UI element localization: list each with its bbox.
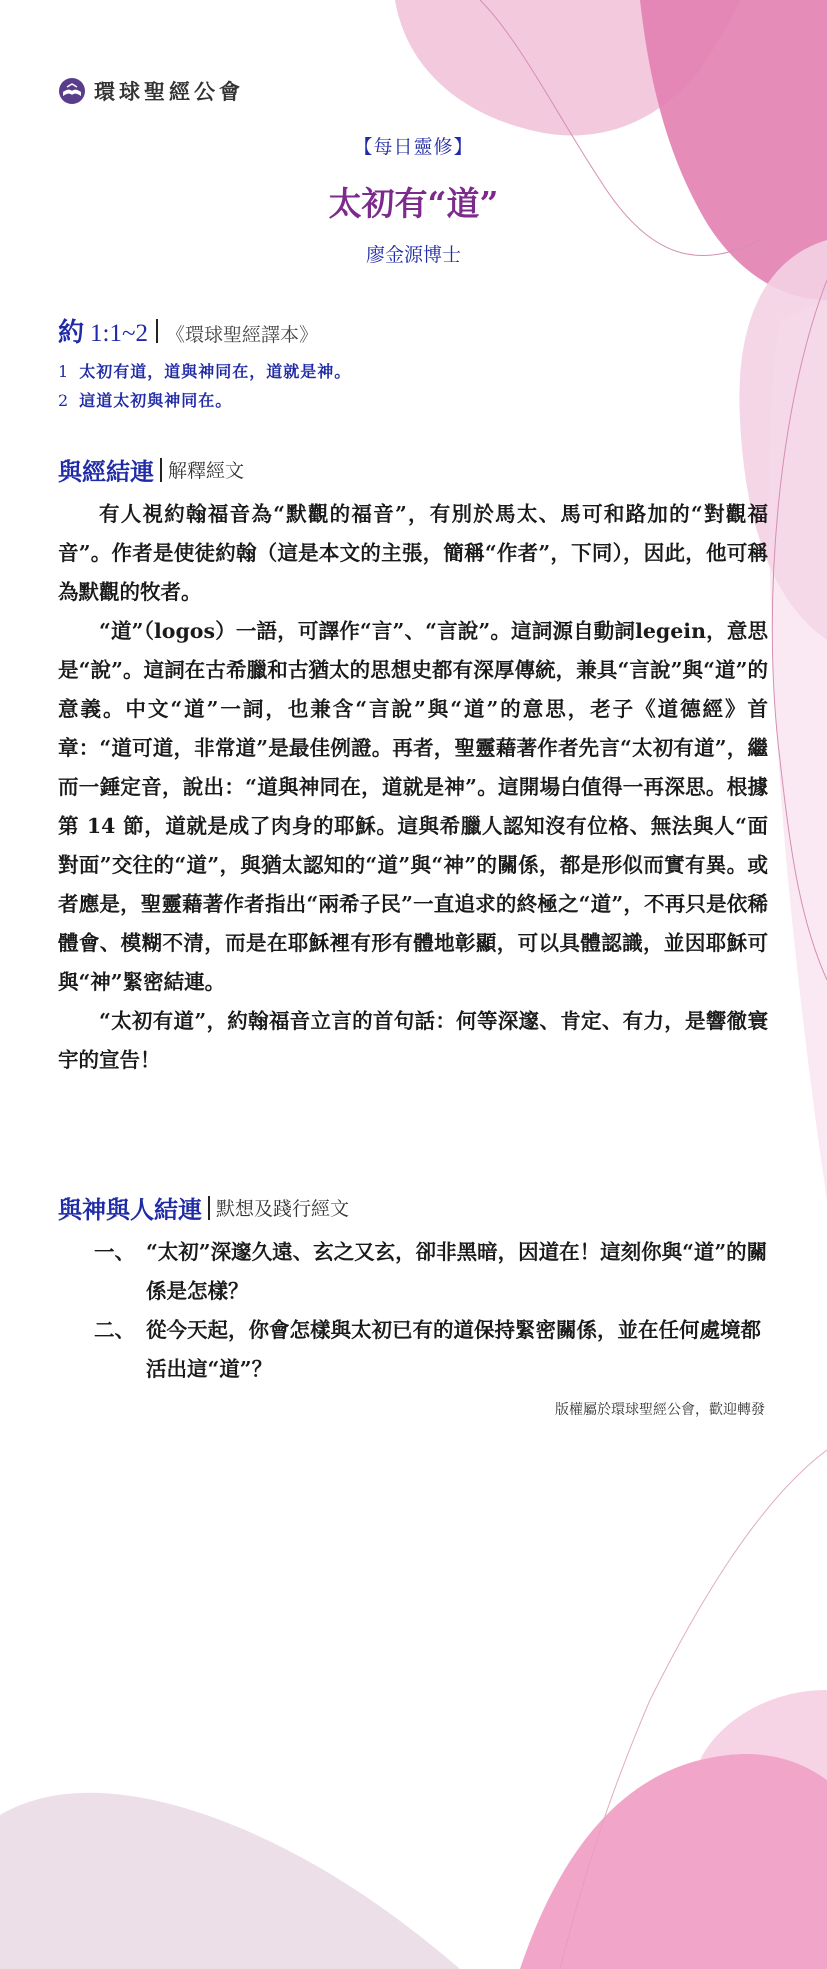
verse-text: 太初有道，道與神同在，道就是神。 bbox=[79, 362, 352, 381]
org-name: 環球聖經公會 bbox=[94, 80, 244, 104]
item-text: “太初”深邃久遠、玄之又玄，卻非黑暗，因道在！這刻你與“道”的關係是怎樣？ bbox=[146, 1240, 768, 1303]
section-title: 與經結連 bbox=[58, 457, 154, 486]
paragraph: “道”（logos）一語，可譯作“言”、“言說”。這詞源自動詞legein，意思是“說”。這詞在古希臘和古猶太的思想史都有深厚傳統，兼具“言說”與“道”的意義。中文“道”一詞，也兼含“言說”與“道”的意思，老子《道德經》首章：“道可道，非常道”是最佳例證。再者，聖靈藉著作者先言“太初有道”，繼而一錘定音，說出：“道與神同在，道就是神”。這開場白值得一再深思。根據第 14 節，道就是成了肉身的耶穌。這與希臘人認知沒有位格、無法與人“面對面”交往的“道”，與猶太認知的“道”與“神”的關係，都是形似而實有異。或者應是，聖靈藉著作者指出“兩希子民”一直追求的終極之“道”，不再只是依稀體會、模糊不清，而是在耶穌裡有形有體地彰顯，可以具體認識，並因耶穌可與“神”緊密結連。 bbox=[58, 619, 768, 994]
divider bbox=[156, 319, 158, 343]
copyright-notice: 版權屬於環球聖經公會，歡迎轉發 bbox=[555, 1402, 765, 1418]
divider bbox=[160, 458, 162, 482]
paragraph: “太初有道”，約翰福音立言的首句話：何等深邃、肯定、有力，是響徹寰宇的宣告！ bbox=[58, 1009, 768, 1072]
list-item bbox=[94, 1311, 768, 1389]
series-label: 【每日靈修】 bbox=[353, 136, 474, 158]
section-title: 與神與人結連 bbox=[58, 1195, 202, 1224]
scripture-book: 約 bbox=[58, 318, 85, 348]
scripture-verses bbox=[58, 357, 351, 415]
author-name: 廖金源博士 bbox=[365, 244, 461, 266]
section-subtitle: 解釋經文 bbox=[168, 460, 245, 482]
item-number: 二、 bbox=[94, 1318, 135, 1342]
org-logo bbox=[58, 76, 244, 106]
verse-line bbox=[58, 357, 351, 386]
list-item bbox=[94, 1233, 768, 1311]
section-heading-exposition bbox=[58, 452, 244, 487]
reflection-list bbox=[94, 1233, 768, 1389]
bible-society-logo-icon bbox=[58, 77, 86, 105]
scripture-chapter-verse: 1:1~2 bbox=[90, 320, 148, 347]
verse-number: 2 bbox=[58, 391, 70, 410]
section-subtitle: 默想及踐行經文 bbox=[216, 1198, 350, 1220]
exposition-body bbox=[58, 495, 768, 1080]
verse-number: 1 bbox=[58, 362, 70, 381]
paragraph: 有人視約翰福音為“默觀的福音”，有別於馬太、馬可和路加的“對觀福音”。作者是使徒約翰（這是本文的主張，簡稱“作者”，下同），因此，他可稱為默觀的牧者。 bbox=[58, 502, 768, 604]
item-text: 從今天起，你會怎樣與太初已有的道保持緊密關係，並在任何處境都活出這“道”？ bbox=[146, 1318, 761, 1381]
section-heading-reflection bbox=[58, 1190, 349, 1225]
divider bbox=[208, 1196, 210, 1220]
verse-line bbox=[58, 386, 351, 415]
scripture-reference bbox=[58, 312, 318, 349]
page-title: 太初有“道” bbox=[328, 184, 499, 223]
verse-text: 這道太初與神同在。 bbox=[79, 391, 233, 410]
item-number: 一、 bbox=[94, 1240, 135, 1264]
scripture-version: 《環球聖經譯本》 bbox=[166, 324, 319, 346]
